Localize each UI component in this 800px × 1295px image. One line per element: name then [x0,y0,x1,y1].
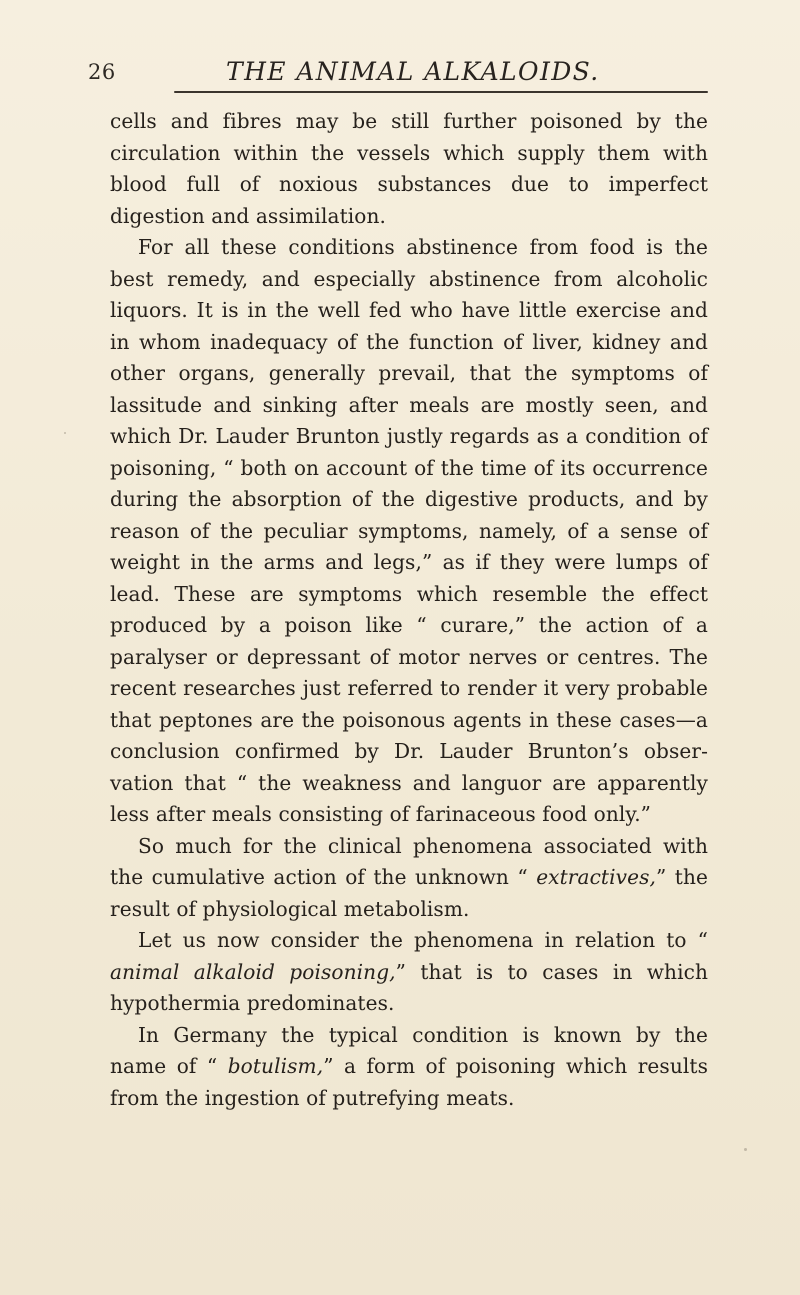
italic-botulism: botulism, [227,1054,324,1078]
italic-animal-alkaloid-poisoning: animal alkaloid poisoning, [110,959,396,984]
para3-text-after: ” the result of physiological metabolism. [110,865,708,921]
para4-text-after: ” that is to cases in which hypothermia predominates. [110,959,709,1015]
para3-text-before: So much for the clinical phenomena associated with the cumulative action of the unknown “ [110,833,708,889]
paragraph-botulism [110,1020,708,1115]
body-text [110,106,708,1114]
italic-extractives: extractives, [536,865,656,889]
paper-speck [64,432,66,434]
page-header [88,52,708,94]
paragraph-continued: cells and fibres may be still further poisoned by the circulation within the vessels which supply them with blood full of noxious substances due to imperfect digestion and assimilation. [110,109,708,228]
running-title: THE ANIMAL ALKALOIDS. [226,57,600,86]
para5-text-before: In Germany the typical condition is known by the name of “ [110,1022,708,1078]
paragraph-abstinence: For all these conditions abstinence from food is the best remedy, and especially abstinence from alcoholic liquors. It is in the well fed who have little exercise and in whom inadequacy of the function of liver, kidney and other organs, generally prevail, that the symptoms of lassitude and sinking after meals are mostly seen, and which Dr. Lauder Brunton justly regards as a condition of poisoning, “ both on account of the time of its occurrence during the absorption of the digestive products, and by reason of the peculiar symptoms, namely, of a sense of weight in the arms and legs,” as if they were lumps of lead. These are symptoms which resemble the effect produced by a poison like “ curare,” the action of a paralyser or depressant of motor nerves or centres. The recent researches just referred to render it very probable that peptones are the poisonous agents in these cases—a conclusion confirmed by Dr. Lauder Brunton’s obser- vation that “ the weakness and languor are apparently less after meals consisting of farinaceous food only.” [110,235,708,826]
para4-text-before: Let us now consider the phenomena in relation to “ [138,928,708,952]
page-number: 26 [88,60,116,84]
paper-speck [744,1148,747,1151]
header-rule [174,91,708,93]
paragraph-clinical-phenomena [110,831,708,926]
para5-text-after: ” a form of poisoning which results from the ingestion of putrefying meats. [110,1054,708,1110]
paragraph-animal-alkaloid [110,925,708,1020]
